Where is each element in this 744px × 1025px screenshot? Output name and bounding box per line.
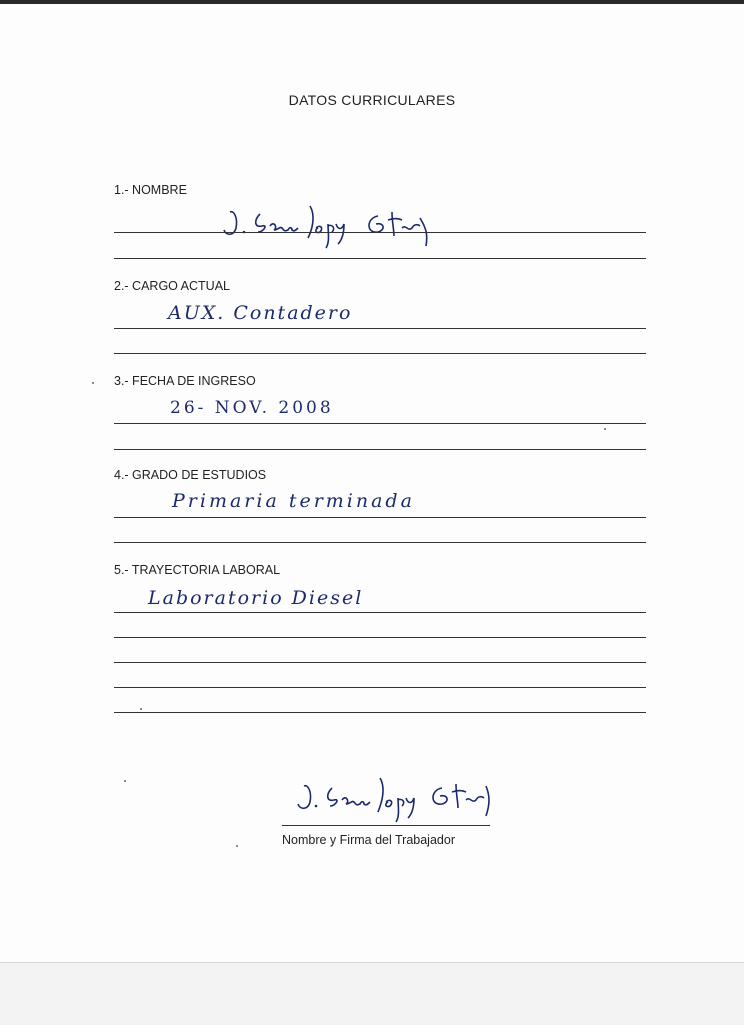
scan-speck bbox=[236, 845, 238, 847]
field-line bbox=[114, 328, 646, 329]
handwritten-fecha: 26- NOV. 2008 bbox=[170, 398, 334, 418]
field-line bbox=[114, 612, 646, 613]
scan-speck bbox=[92, 382, 94, 384]
signature-line bbox=[282, 825, 490, 826]
field-line bbox=[114, 423, 646, 424]
field-label-fecha: 3.- FECHA DE INGRESO bbox=[114, 374, 256, 388]
field-line bbox=[114, 449, 646, 450]
field-label-estudios: 4.- GRADO DE ESTUDIOS bbox=[114, 468, 267, 482]
scan-speck bbox=[140, 708, 142, 710]
field-label-nombre: 1.- NOMBRE bbox=[114, 183, 187, 197]
field-line bbox=[114, 258, 646, 259]
scan-bottom-margin bbox=[0, 962, 744, 1025]
scan-speck bbox=[124, 780, 126, 782]
field-line bbox=[114, 232, 646, 233]
scan-top-edge bbox=[0, 0, 744, 4]
signature-caption: Nombre y Firma del Trabajador bbox=[282, 833, 455, 847]
field-line bbox=[114, 687, 646, 688]
field-line bbox=[114, 637, 646, 638]
signature-image bbox=[290, 772, 510, 828]
handwritten-trayectoria: Laboratorio Diesel bbox=[148, 587, 364, 609]
field-line bbox=[114, 712, 646, 713]
field-line bbox=[114, 353, 646, 354]
scan-speck bbox=[604, 428, 606, 430]
field-line bbox=[114, 662, 646, 663]
handwritten-cargo: AUX. Contadero bbox=[168, 302, 353, 324]
field-label-trayectoria: 5.- TRAYECTORIA LABORAL bbox=[114, 563, 281, 577]
handwritten-name bbox=[216, 198, 456, 250]
field-line bbox=[114, 542, 646, 543]
field-label-cargo: 2.- CARGO ACTUAL bbox=[114, 279, 230, 293]
handwritten-estudios: Primaria terminada bbox=[172, 490, 415, 512]
field-line bbox=[114, 517, 646, 518]
document-title: DATOS CURRICULARES bbox=[288, 92, 456, 108]
